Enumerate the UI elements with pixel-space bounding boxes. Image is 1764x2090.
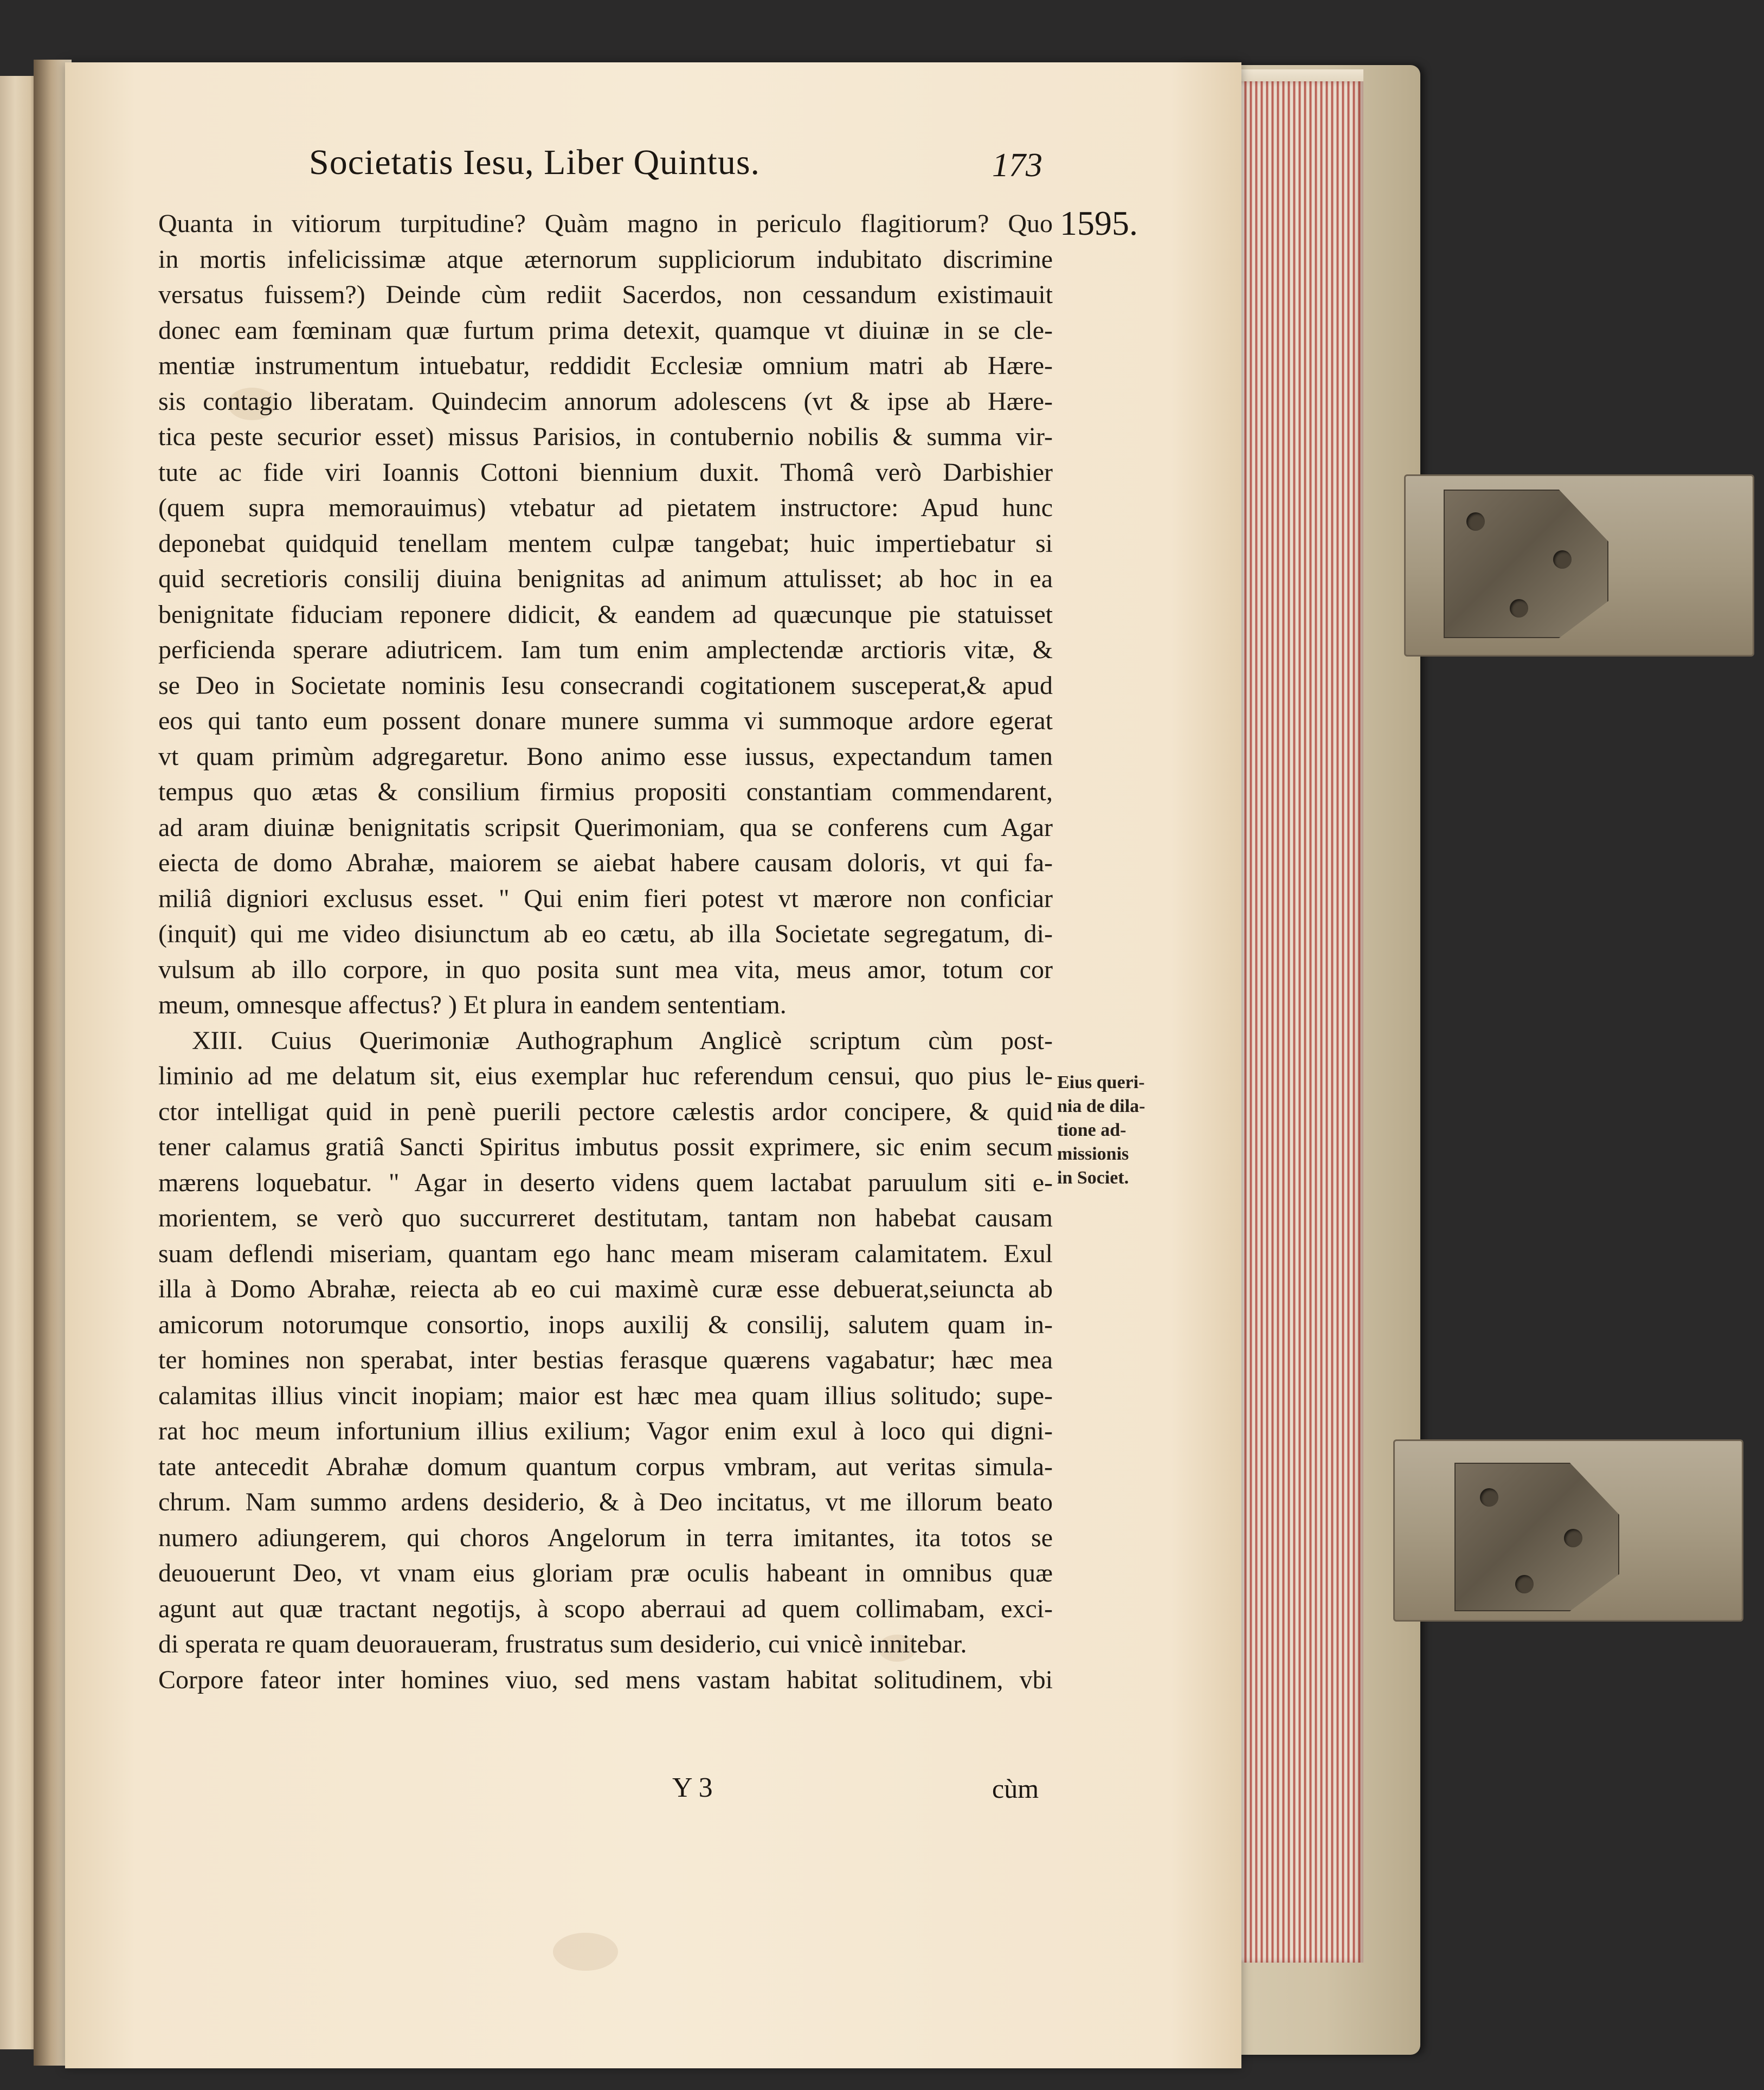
page-number: 173 (992, 147, 1042, 184)
lower-clasp-plate (1454, 1463, 1619, 1611)
text-line: XIII. Cuius Querimoniæ Authographum Anglicè scriptum cùm post- (192, 1026, 1053, 1055)
margin-note-line: missionis (1057, 1144, 1129, 1164)
upper-clasp (1404, 474, 1754, 657)
text-line: tempus quo ætas & consilium firmius propositi constantiam commendarent, (158, 777, 1053, 806)
text-line: se Deo in Societate nominis Iesu consecrandi cogitationem susceperat,& apud (158, 671, 1053, 700)
text-line: agunt aut quæ tractant negotijs, à scopo aberraui ad quem collimabam, exci- (158, 1594, 1053, 1623)
text-line: quid secretioris consilij diuina benignitas ad animum attulisset; ab hoc in ea (158, 564, 1053, 593)
margin-note-line: nia de dila- (1057, 1096, 1145, 1116)
running-head: Societatis Iesu, Liber Quintus. (309, 143, 761, 182)
text-line: tica peste securior esset) missus Parisios, in contubernio nobilis & summa vir- (158, 422, 1053, 451)
page-edges (1236, 81, 1363, 1963)
catchword: cùm (992, 1773, 1039, 1804)
text-line: vulsum ab illo corpore, in quo posita sunt mea vita, meus amor, totum cor (158, 955, 1053, 984)
text-line: eiecta de domo Abrahæ, maiorem se aiebat habere causam doloris, vt qui fa- (158, 848, 1053, 877)
margin-note-line: in Societ. (1057, 1168, 1129, 1188)
margin-note-line: Eius queri- (1057, 1072, 1145, 1092)
text-line: ad aram diuinæ benignitatis scripsit Querimoniam, qua se conferens cum Agar (158, 813, 1053, 842)
rivet (1515, 1575, 1534, 1593)
rivet (1553, 550, 1572, 569)
text-line: (inquit) qui me video disiunctum ab eo cætu, ab illa Societate segregatum, di- (158, 919, 1053, 948)
signature-mark: Y 3 (672, 1772, 713, 1803)
text-line: Quanta in vitiorum turpitudine? Quàm magno in periculo flagitiorum? Quo (158, 209, 1053, 238)
margin-note-line: tione ad- (1057, 1120, 1126, 1140)
text-line: in mortis infelicissimæ atque æternorum suppliciorum indubitato discrimine (158, 245, 1053, 274)
text-line: tener calamus gratiâ Sancti Spiritus imbutus possit exprimere, sic enim secum (158, 1133, 1053, 1161)
text-line: versatus fuissem?) Deinde cùm rediit Sacerdos, non cessandum existimauit (158, 280, 1053, 309)
text-line: amicorum notorumque consortio, inops auxilij & consilij, salutem quam in- (158, 1310, 1053, 1339)
text-line: eos qui tanto eum possent donare munere summa vi summoque ardore egerat (158, 706, 1053, 735)
body-text (158, 206, 1053, 1697)
text-line: mentiæ instrumentum intuebatur, reddidit Ecclesiæ omnium matri ab Hære- (158, 351, 1053, 380)
text-line: calamitas illius vincit inopiam; maior est hæc mea quam illius solitudo; supe- (158, 1381, 1053, 1410)
text-line: Corpore fateor inter homines viuo, sed mens vastam habitat solitudinem, vbi (158, 1665, 1053, 1694)
text-line: ctor intelligat quid in penè puerili pectore cælestis ardor concipere, & quid (158, 1097, 1053, 1126)
text-line: morientem, se verò quo succurreret destitutam, tantam non habebat causam (158, 1204, 1053, 1232)
text-line: illa à Domo Abrahæ, reiecta ab eo cui maximè curæ esse debuerat,seiuncta ab (158, 1275, 1053, 1303)
text-line: liminio ad me delatum sit, eius exemplar huc referendum censui, quo pius le- (158, 1062, 1053, 1090)
text-line: tute ac fide viri Ioannis Cottoni biennium duxit. Thomâ verò Darbishier (158, 458, 1053, 487)
upper-clasp-plate (1444, 490, 1608, 638)
rivet (1480, 1488, 1498, 1507)
lower-clasp (1393, 1439, 1743, 1622)
text-line: vt quam primùm adgregaretur. Bono animo esse iussus, expectandum tamen (158, 742, 1053, 771)
text-line: deponebat quidquid tenellam mentem culpæ tangebat; huic impertiebatur si (158, 529, 1053, 558)
text-line: mærens loquebatur. " Agar in deserto videns quem lactabat paruulum siti e- (158, 1168, 1053, 1197)
verso-page-edge (0, 76, 38, 2049)
rivet (1564, 1529, 1582, 1547)
text-line: tate antecedit Abrahæ domum quantum corpus vmbram, aut veritas simula- (158, 1452, 1053, 1481)
text-line: rat hoc meum infortunium illius exilium; Vagor enim exul à loco qui digni- (158, 1417, 1053, 1445)
text-line: sis contagio liberatam. Quindecim annorum adolescens (vt & ipse ab Hære- (158, 387, 1053, 416)
text-line: numero adiungerem, qui choros Angelorum in terra imitantes, ita totos se (158, 1523, 1053, 1552)
text-line: di sperata re quam deuoraueram, frustratus sum desiderio, cui vnicè innitebar. (158, 1630, 967, 1658)
margin-note (1057, 1071, 1174, 1190)
text-line: ter homines non sperabat, inter bestias ferasque quærens vagabatur; hæc mea (158, 1346, 1053, 1374)
text-line: meum, omnesque affectus? ) Et plura in eandem sententiam. (158, 991, 787, 1019)
foxing-spot (553, 1933, 618, 1971)
text-line: benignitate fiduciam reponere didicit, & eandem ad quæcunque pie statuisset (158, 600, 1053, 629)
rivet (1466, 512, 1485, 531)
text-line: deuouerunt Deo, vt vnam eius gloriam præ oculis habeant in omnibus quæ (158, 1559, 1053, 1587)
year-marginal: 1595. (1060, 204, 1138, 242)
text-line: donec eam fœminam quæ furtum prima detexit, quamque vt diuinæ in se cle- (158, 316, 1053, 345)
text-line: chrum. Nam summo ardens desiderio, & à Deo incitatus, vt me illorum beato (158, 1488, 1053, 1516)
text-line: miliâ digniori exclusus esset. " Qui enim fieri potest vt mærore non conficiar (158, 884, 1053, 913)
text-line: (quem supra memorauimus) vtebatur ad pietatem instructore: Apud hunc (158, 493, 1053, 522)
rivet (1510, 599, 1528, 618)
text-line: suam deflendi miseriam, quantam ego hanc meam miseram calamitatem. Exul (158, 1239, 1053, 1268)
text-line: perficienda sperare adiutricem. Iam tum enim amplectendæ arctioris vitæ, & (158, 635, 1053, 664)
